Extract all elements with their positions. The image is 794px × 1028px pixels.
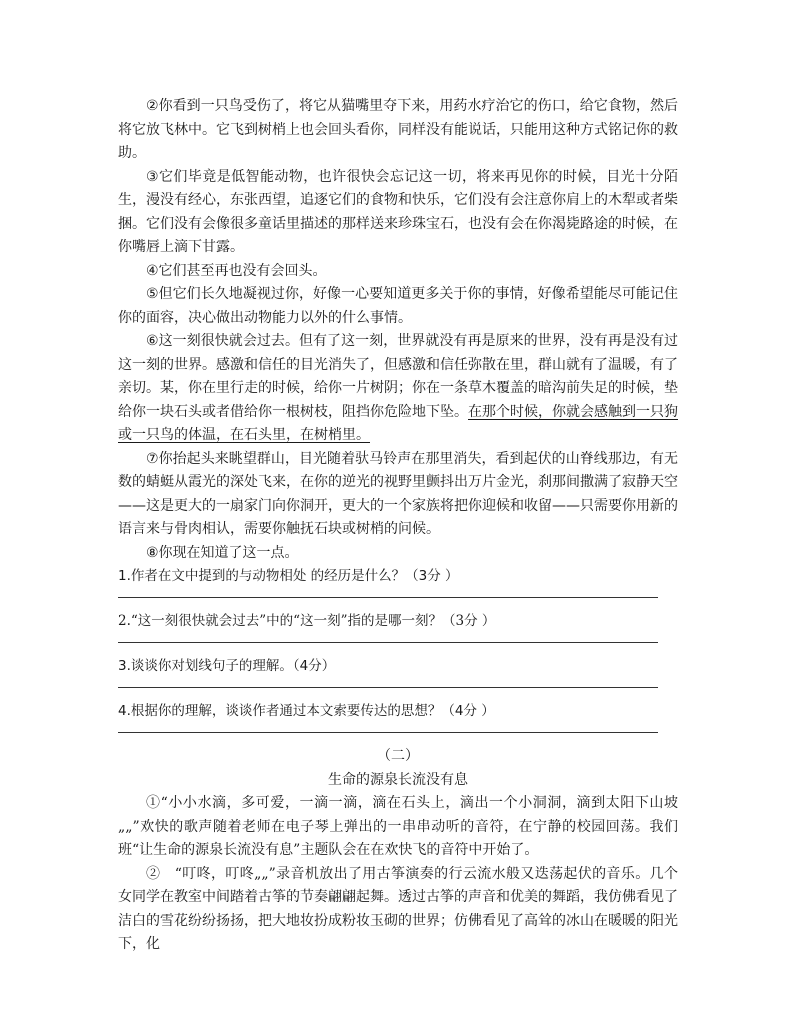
article-title: 生命的源泉长流没有息 [328,772,468,788]
passage-paragraph-4: ④它们甚至再也没有会回头。 [146,262,327,279]
passage-paragraph-6 [118,330,678,448]
answer-line-4[interactable] [118,732,658,733]
question-4: 4.根据你的理解，谈谈作者通过本文索要传达的思想？（4分 ） [118,703,495,719]
passage-paragraph-7: ⑦你抬起头来眺望群山，目光随着驮马铃声在那里消失，看到起伏的山脊线那边，有无数的蜻蜓从霞光的深处飞来，在你的逆光的视野里颤抖出万片金光，刹那间撒满了寂静天空——这是更大的一扇家门向你洞开，更大的一个家族将把你迎候和收留——只需要你用新的语言来与骨肉相认，需要你触抚石块或树梢的问候。 [118,450,678,537]
section-heading: （二） [377,748,419,764]
question-2: 2.“这一刻很快就会过去”中的“这一刻”指的是哪一刻？（3分 ） [118,613,496,629]
paragraph-6-text: ⑥这一刻很快就会过去。但有了这一刻，世界就没有再是原来的世界，没有再是没有过这一刻的世界。感激和信任的目光消失了，但感激和信任弥散在里，群山就有了温暖，有了亲切。某，你在里行走的时候，给你一片树阴；你在一条草木覆盖的暗沟前失足的时候，垫给你一块石头或者借给你一根树枝，阻挡你危险地下坠。 [118,333,678,420]
underlined-sentence: 在那个时候，你就会感触到一只狗或一只鸟的体温，在石头里，在树梢里。 [118,403,678,443]
passage-paragraph-5: ⑤但它们长久地凝视过你，好像一心要知道更多关于你的事情，好像希望能尽可能记住你的面容，决心做出动物能力以外的什么事情。 [118,286,678,326]
document-page [118,95,678,957]
passage-paragraph-2: ②你看到一只鸟受伤了，将它从猫嘴里夺下来，用药水疗治它的伤口，给它食物，然后将它放飞林中。它飞到树梢上也会回头看你，同样没有能说话，只能用这种方式铭记你的救助。 [118,98,678,161]
answer-line-3[interactable] [118,687,658,688]
section2-paragraph-1: ①“小小水滴，多可爱，一滴一滴，滴在石头上，滴出一个小洞洞，滴到太阳下山坡„„”欢快的歌声随着老师在电子琴上弹出的一串串动听的音符，在宁静的校园回荡。我们班“让生命的源泉长流没有息”主题队会在在欢快飞的音符中开始了。 [118,795,678,858]
passage-paragraph-3: ③它们毕竟是低智能动物，也许很快会忘记这一切，将来再见你的时候，目光十分陌生，漫没有经心，东张西望，追逐它们的食物和快乐，它们没有会注意你肩上的木犁或者柴捆。它们没有会像很多童话里描述的那样送来珍珠宝石，也没有会在你渴毙路途的时候，在你嘴唇上滴下甘露。 [118,168,678,255]
passage-paragraph-8: ⑧你现在知道了这一点。 [146,544,299,561]
answer-line-1[interactable] [118,597,658,598]
question-1: 1.作者在文中提到的与动物相处 的经历是什么？（3分 ） [118,568,459,584]
answer-line-2[interactable] [118,642,658,643]
question-3: 3.谈谈你对划线句子的理解。（4分） [118,658,336,674]
section2-paragraph-2: ② “叮咚，叮咚„„”录音机放出了用古筝演奏的行云流水般又迭荡起伏的音乐。几个女同学在教室中间踏着古筝的节奏翩翩起舞。透过古筝的声音和优美的舞蹈，我仿佛看见了洁白的雪花纷纷扬扬，把大地妆扮成粉妆玉砌的世界；仿佛看见了高耸的冰山在暖暖的阳光下，化 [118,865,678,952]
